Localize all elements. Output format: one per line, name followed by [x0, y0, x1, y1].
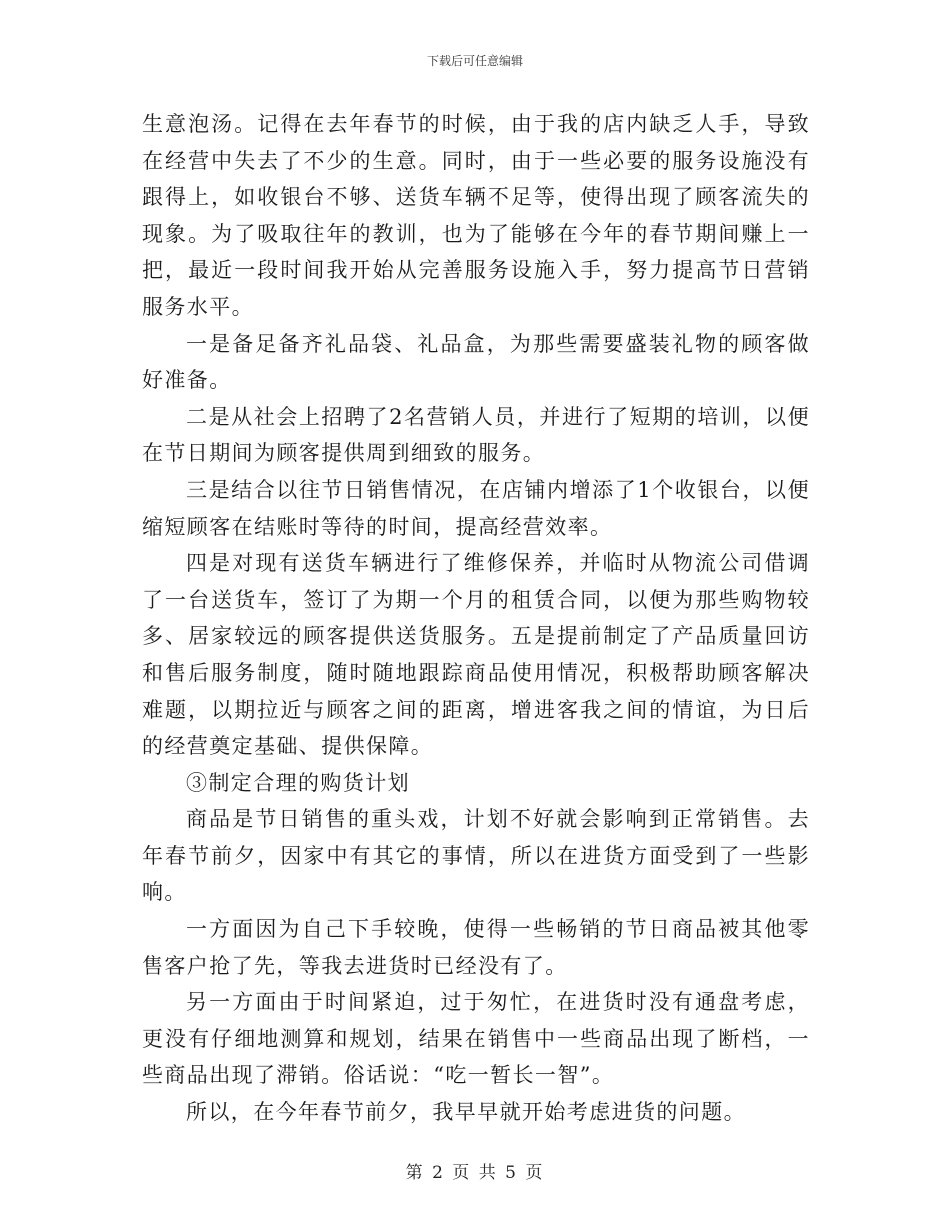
paragraph-one-side: 一方面因为自己下手较晚，使得一些畅销的节日商品被其他零售客户抢了先，等我去进货时已经没有了。 [142, 917, 810, 978]
paragraph-purchase-plan: 商品是节日销售的重头戏，计划不好就会影响到正常销售。去年春节前夕，因家中有其它的事情，所以在进货方面受到了一些影响。 [142, 807, 810, 905]
paragraph-continuation: 生意泡汤。记得在去年春节的时候，由于我的店内缺乏人手，导致在经营中失去了不少的生意。同时，由于一些必要的服务设施没有跟得上，如收银台不够、送货车辆不足等，使得出现了顾客流失的现象。为了吸取往年的教训，也为了能够在今年的春节期间赚上一把，最近一段时间我开始从完善服务设施入手，努力提高节日营销服务水平。 [142, 112, 810, 319]
section-heading: ③制定合理的购货计划 [186, 770, 410, 795]
paragraph-item-four-five: 四是对现有送货车辆进行了维修保养，并临时从物流公司借调了一台送货车，签订了为期一个月的租赁合同，以便为那些购物较多、居家较远的顾客提供送货服务。五是提前制定了产品质量回访和售后服务制度，随时随地跟踪商品使用情况，积极帮助顾客解决难题，以期拉近与顾客之间的距离，增进客我之间的情谊，为日后的经营奠定基础、提供保障。 [142, 551, 810, 759]
paragraph-item-one: 一是备足备齐礼品袋、礼品盒，为那些需要盛装礼物的顾客做好准备。 [142, 331, 810, 393]
paragraph-item-three: 三是结合以往节日销售情况，在店铺内增添了1个收银台，以便缩短顾客在结账时等待的时间，提高经营效率。 [142, 477, 810, 539]
page-header: 下载后可任意编辑 [426, 54, 523, 68]
page-footer: 第 2 页 共 5 页 [405, 1163, 545, 1183]
document-body [142, 106, 810, 1131]
paragraph-other-side: 另一方面由于时间紧迫，过于匆忙，在进货时没有通盘考虑，更没有仔细地测算和规划，结果在销售中一些商品出现了断档，一些商品出现了滞销。俗话说：“吃一暂长一智”。 [142, 990, 810, 1088]
paragraph-conclusion: 所以，在今年春节前夕，我早早就开始考虑进货的问题。 [186, 1100, 746, 1125]
paragraph-item-two: 二是从社会上招聘了2名营销人员，并进行了短期的培训，以便在节日期间为顾客提供周到细致的服务。 [142, 404, 810, 466]
